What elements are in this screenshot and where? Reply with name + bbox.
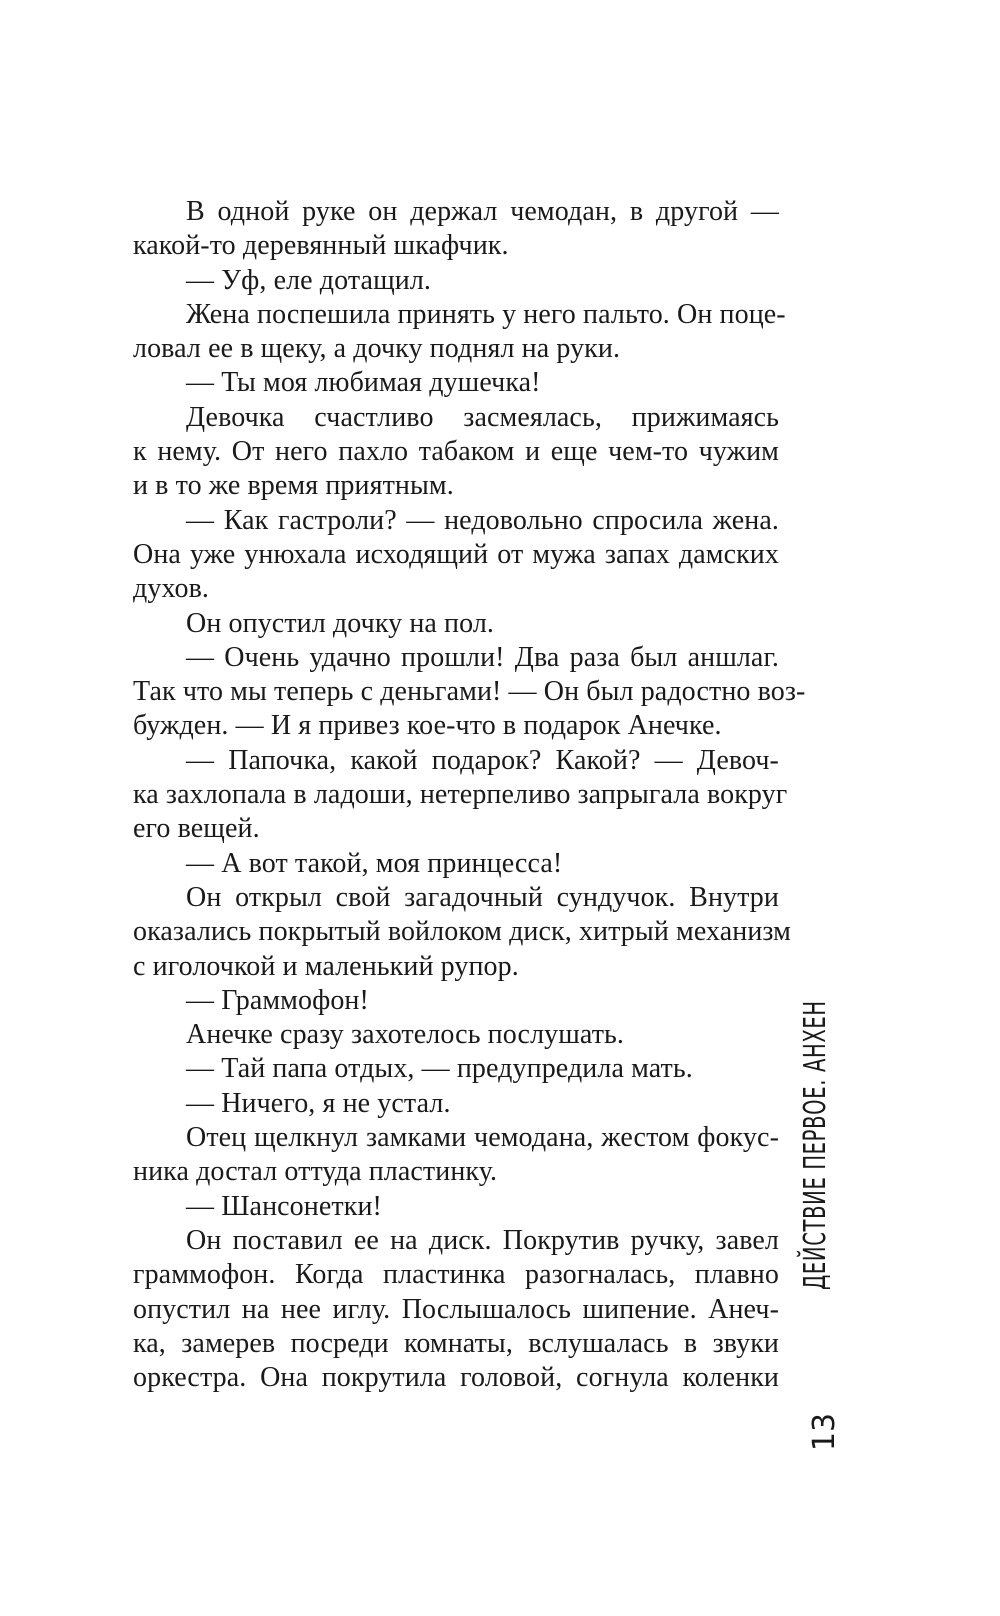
running-head: ДЕЙСТВИЕ ПЕРВОЕ. АНХЕН [798, 1000, 833, 1290]
page-number: 13 [807, 1412, 842, 1452]
text-line: оказались покрытый войлоком диск, хитрый механизм [133, 916, 791, 948]
text-line: граммофон. Когда пластинка разогналась, плавно [133, 1259, 779, 1291]
text-line: ка, замерев посреди комнаты, вслушалась в звуки [133, 1327, 779, 1359]
text-line: — А вот такой, моя принцесса! [186, 847, 563, 879]
text-line: В одной руке он держал чемодан, в другой — [186, 196, 779, 227]
text-line: Анечке сразу захотелось послушать. [186, 1019, 625, 1051]
text-line: оркестра. Она покрутила головой, согнула коленки [133, 1362, 779, 1394]
text-line: ловал ее в щеку, а дочку поднял на руки. [133, 333, 621, 365]
text-line: — Как гастроли? — недовольно спросила жена. [186, 504, 779, 536]
text-line: — Шансонетки! [186, 1190, 382, 1222]
text-line: бужден. — И я привез кое-что в подарок Анечке. [133, 710, 722, 742]
text-line: Жена поспешила принять у него пальто. Он поце- [186, 298, 786, 330]
text-line: Он открыл свой загадочный сундучок. Внутри [186, 881, 779, 913]
text-line: ника достал оттуда пластинку. [133, 1156, 498, 1188]
page-number-container [805, 1402, 845, 1462]
text-line: ка захлопала в ладоши, нетерпеливо запрыгала вокруг [133, 779, 788, 811]
text-line: — Ничего, я не устал. [186, 1087, 451, 1119]
text-line: — Уф, еле дотащил. [186, 264, 431, 296]
text-line: — Тай папа отдых, — предупредила мать. [186, 1053, 693, 1085]
text-line: — Ты моя любимая душечка! [186, 367, 541, 399]
text-line: Он опустил дочку на пол. [186, 607, 495, 639]
text-line: Девочка счастливо засмеялась, прижимаясь [186, 401, 779, 433]
text-line: — Граммофон! [186, 984, 369, 1016]
text-line: Она уже унюхала исходящий от мужа запах дамских [133, 538, 779, 570]
text-line: Он поставил ее на диск. Покрутив ручку, завел [186, 1224, 779, 1256]
text-line: — Очень удачно прошли! Два раза был аншлаг. [186, 641, 779, 673]
text-line: Так что мы теперь с деньгами! — Он был радостно воз- [133, 676, 806, 708]
body-text [133, 195, 806, 1395]
text-line: и в то же время приятным. [133, 470, 454, 502]
text-line: с иголочкой и маленький рупор. [133, 950, 519, 982]
text-line: — Папочка, какой подарок? Какой? — Девоч- [186, 744, 779, 776]
text-line: Отец щелкнул замками чемодана, жестом фокус- [186, 1122, 779, 1154]
text-line: опустил на нее иглу. Послышалось шипение. Анеч- [133, 1293, 779, 1325]
text-line: его вещей. [133, 813, 260, 845]
text-line: какой-то деревянный шкафчик. [133, 230, 509, 262]
text-line: к нему. От него пахло табаком и еще чем-то чужим [133, 436, 779, 468]
text-line: духов. [133, 573, 210, 605]
